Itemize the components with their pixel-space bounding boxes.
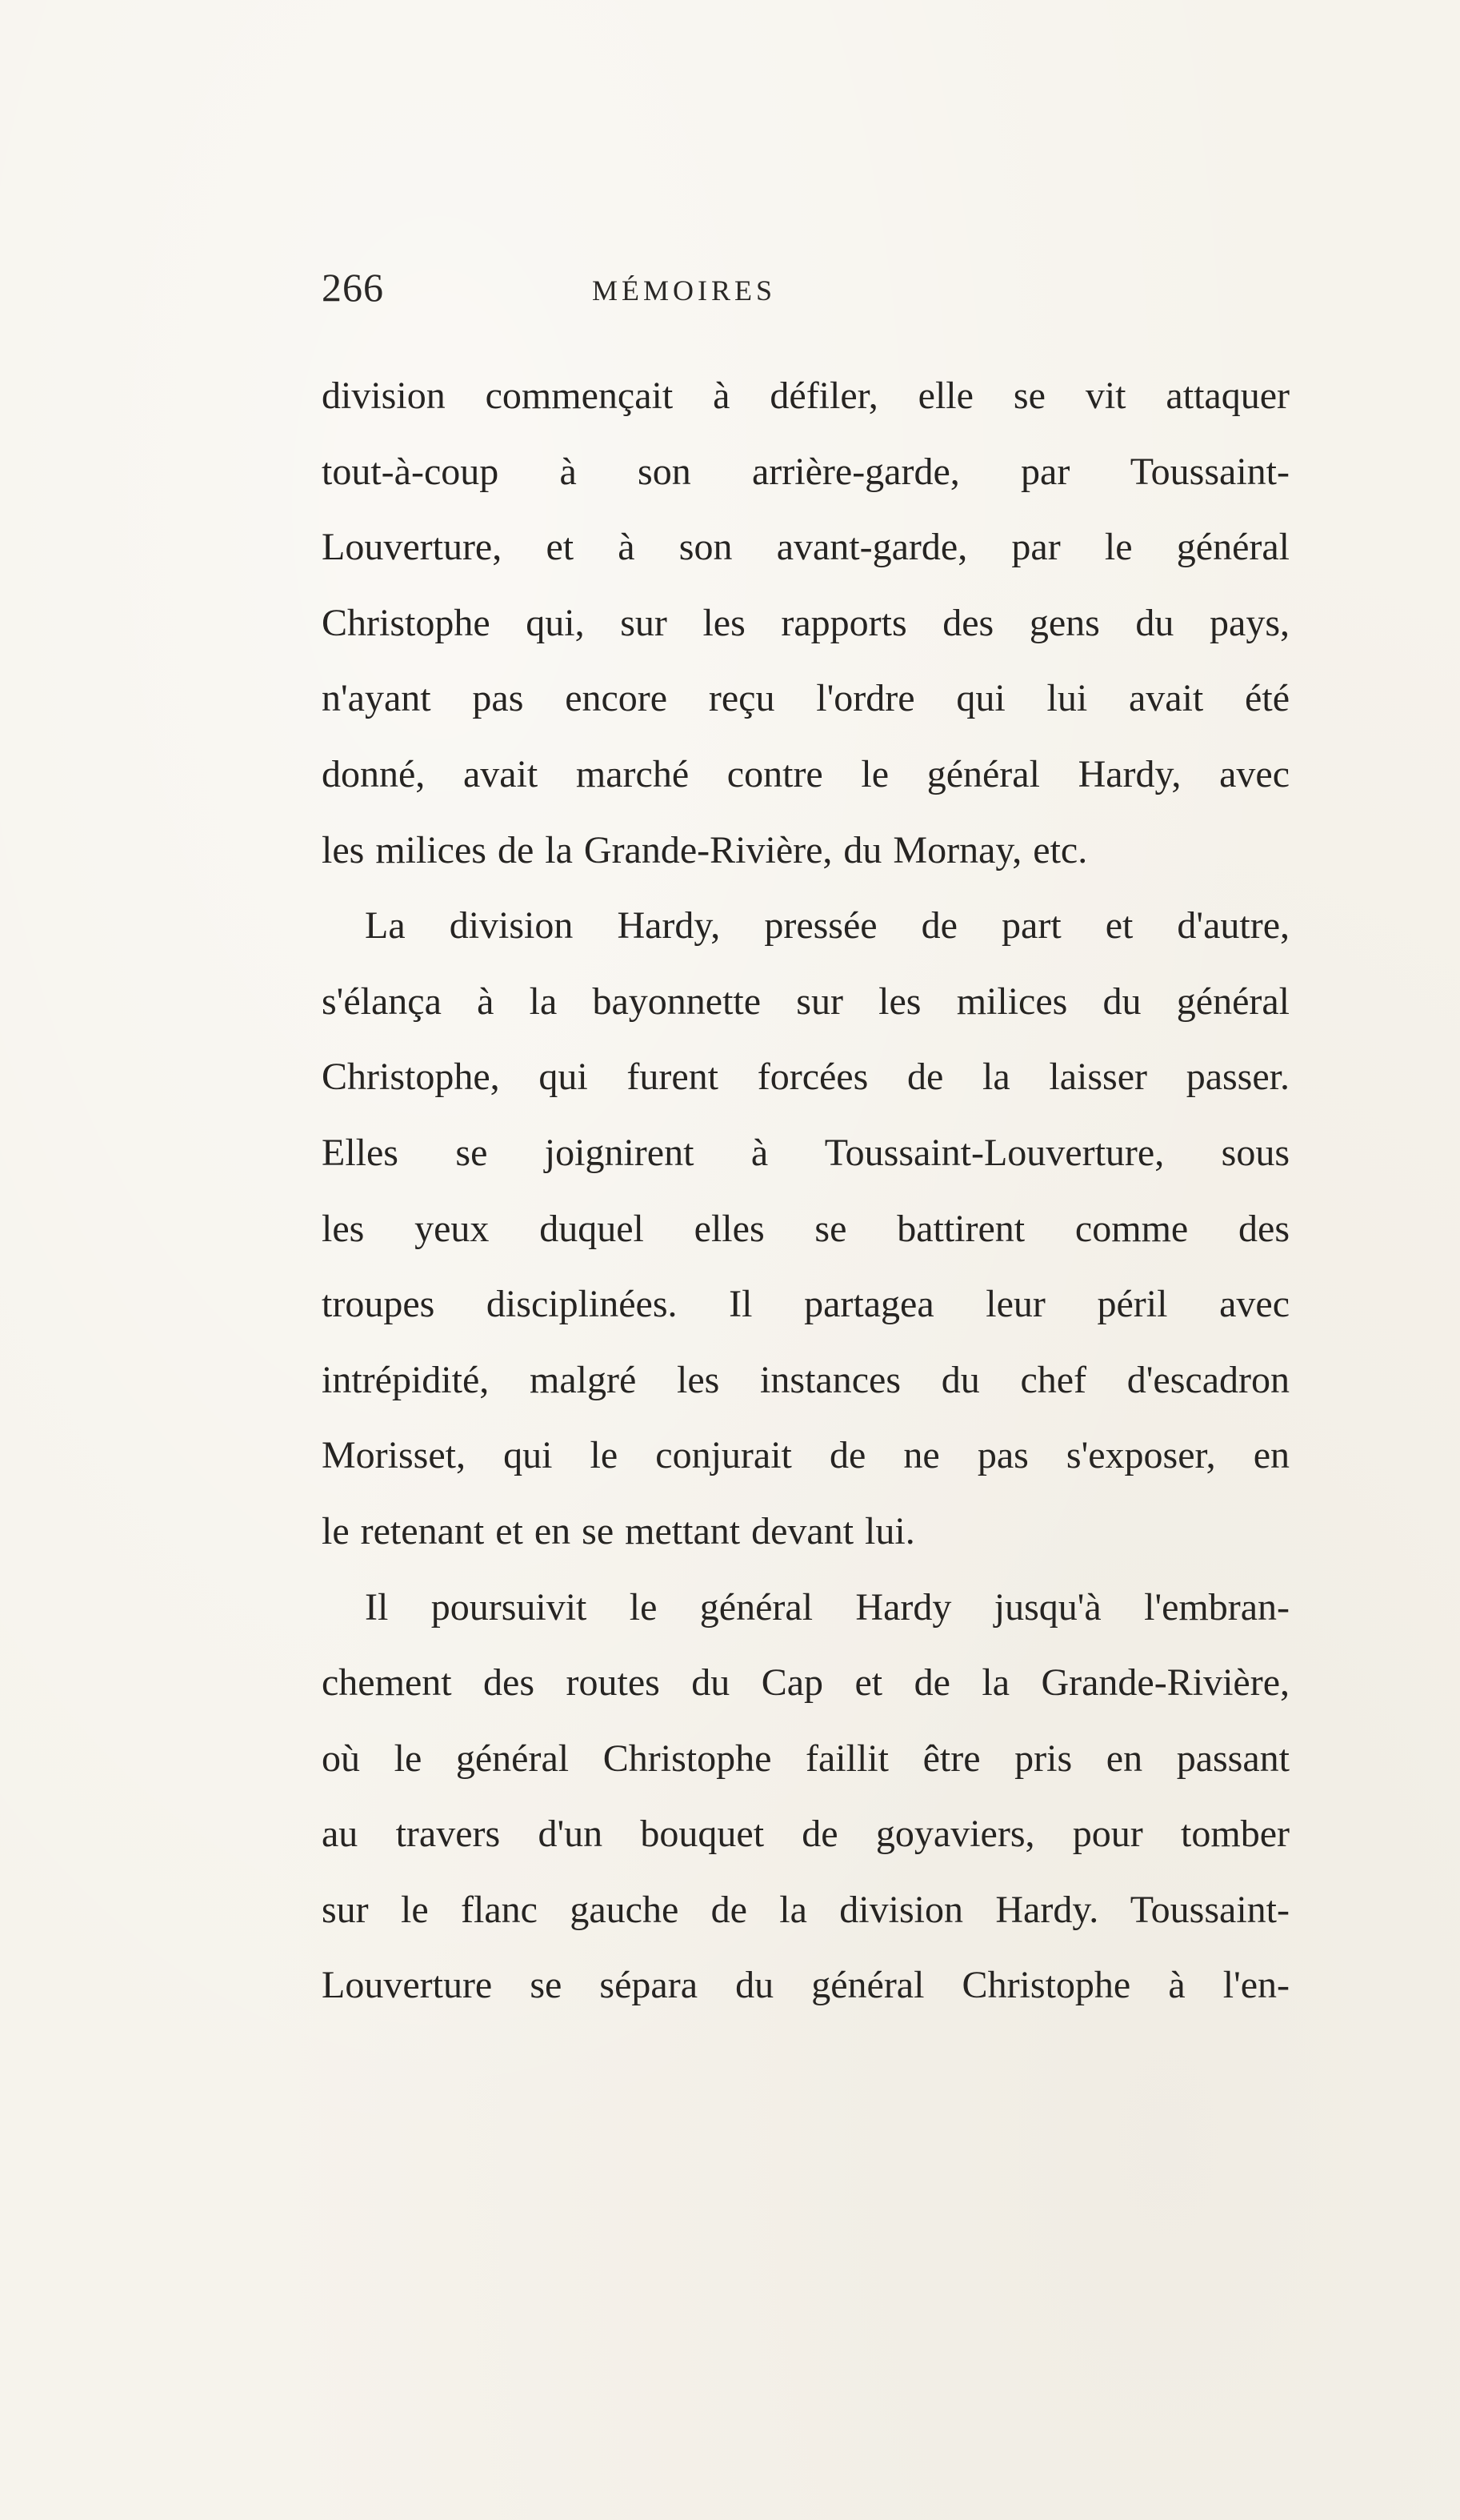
running-title: MÉMOIRES (592, 274, 777, 306)
text-line: sur le flanc gauche de la division Hardy. Toussaint- (322, 1888, 1290, 1931)
page-number: 266 (322, 265, 384, 310)
text-line: La division Hardy, pressée de part et d'autre, (365, 904, 1290, 948)
running-head (322, 264, 1290, 328)
body-text (322, 359, 1290, 2024)
text-line: Il poursuivit le général Hardy jusqu'à l'embran- (365, 1585, 1290, 1629)
text-line: Louverture se sépara du général Christophe à l'en- (322, 1964, 1290, 2007)
text-line: tout-à-coup à son arrière-garde, par Toussaint- (322, 450, 1290, 493)
text-line: Louverture, et à son avant-garde, par le général (322, 526, 1290, 569)
text-line: Morisset, qui le conjurait de ne pas s'exposer, en (322, 1434, 1290, 1477)
text-line: Christophe qui, sur les rapports des gens du pays, (322, 601, 1290, 644)
text-line: le retenant et en se mettant devant lui. (322, 1509, 915, 1552)
text-line: n'ayant pas encore reçu l'ordre qui lui avait été (322, 677, 1290, 720)
text-line: Elles se joignirent à Toussaint-Louverture, sous (322, 1131, 1290, 1174)
text-line: troupes disciplinées. Il partagea leur péril avec (322, 1283, 1290, 1326)
text-line: les milices de la Grande-Rivière, du Mornay, etc. (322, 828, 1088, 871)
text-line: au travers d'un bouquet de goyaviers, pour tomber (322, 1813, 1290, 1856)
text-line: intrépidité, malgré les instances du chef d'escadron (322, 1358, 1290, 1401)
text-line: les yeux duquel elles se battirent comme des (322, 1207, 1290, 1250)
text-line: Christophe, qui furent forcées de la laisser passer. (322, 1056, 1290, 1099)
text-line: division commençait à défiler, elle se vit attaquer (322, 375, 1290, 417)
text-line: s'élança à la bayonnette sur les milices du général (322, 980, 1290, 1023)
text-line: donné, avait marché contre le général Hardy, avec (322, 752, 1290, 795)
text-line: chement des routes du Cap et de la Grande-Rivière, (322, 1661, 1290, 1705)
text-line: où le général Christophe faillit être pris en passant (322, 1737, 1290, 1780)
